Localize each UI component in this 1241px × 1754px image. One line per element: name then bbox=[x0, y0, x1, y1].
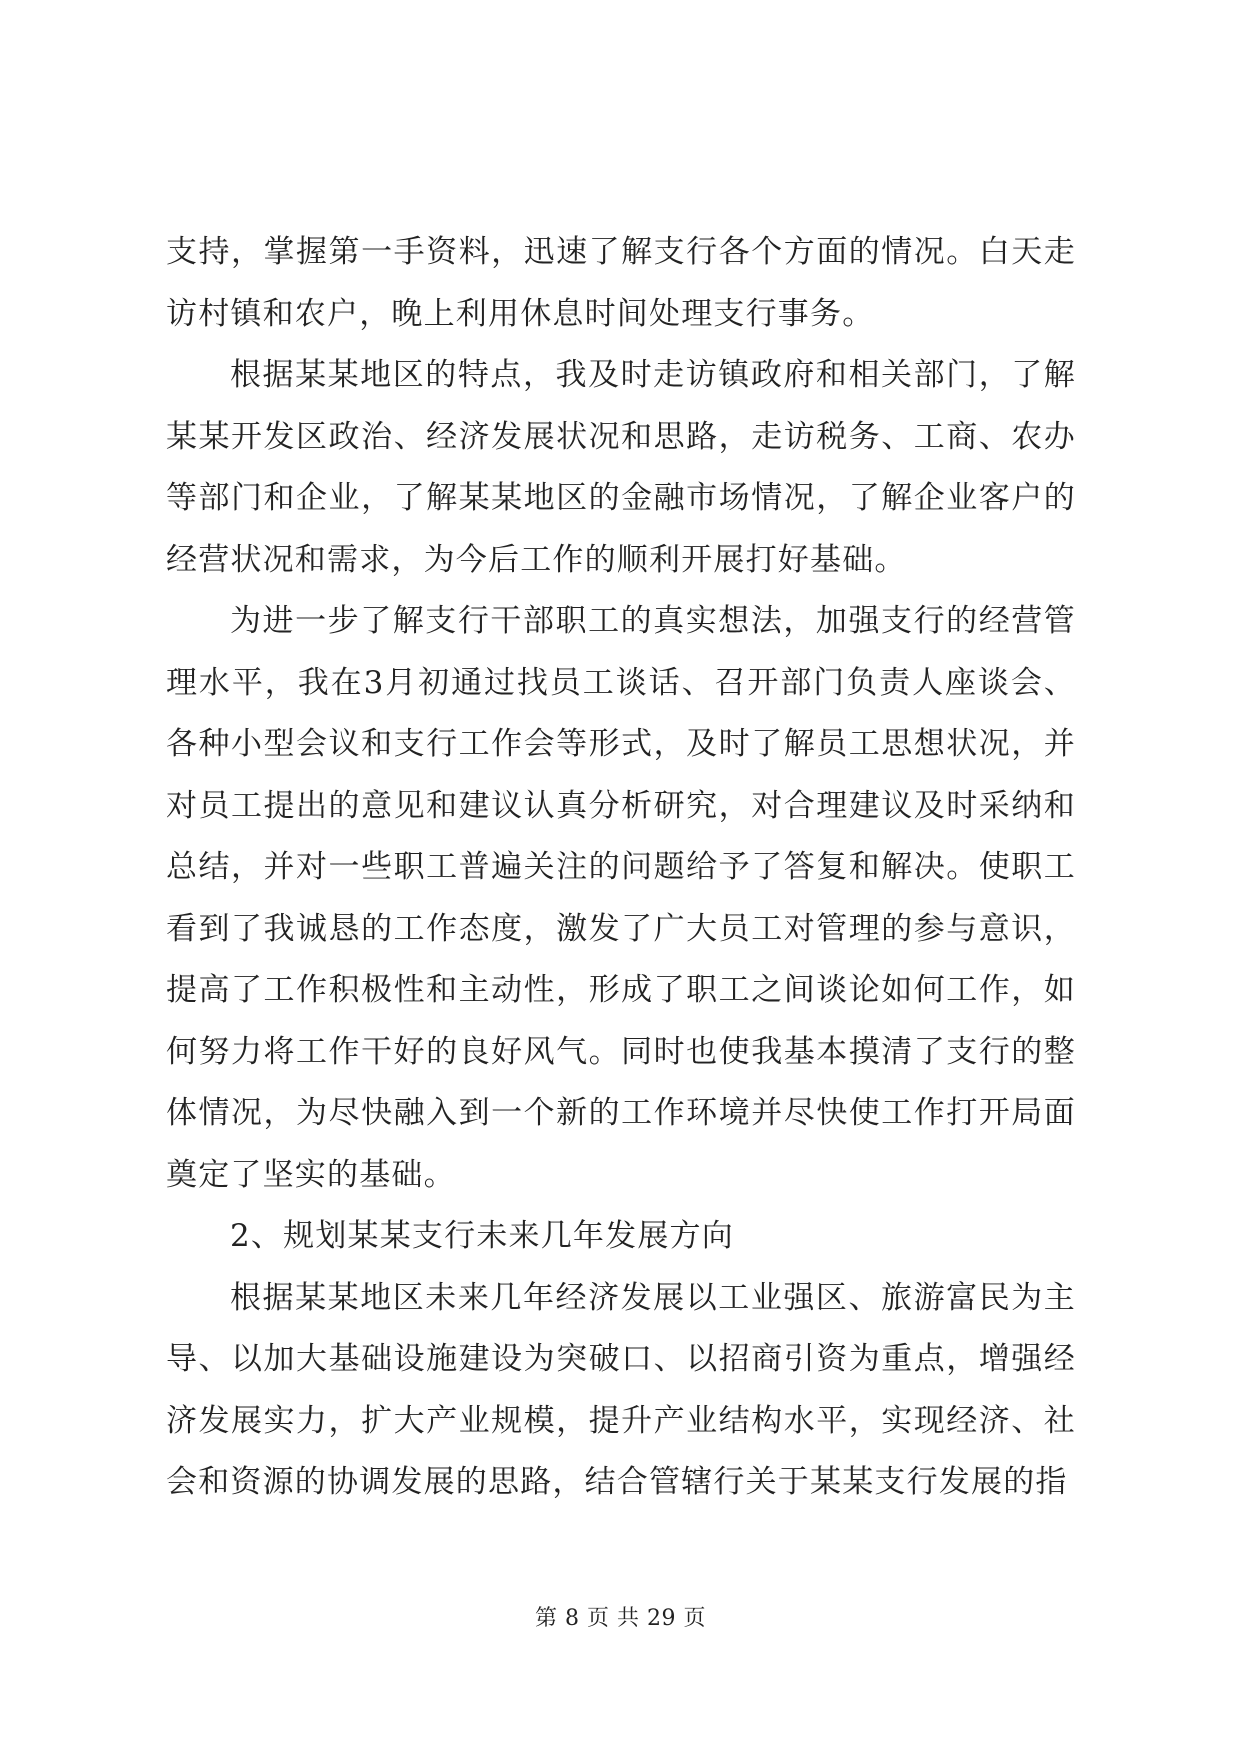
section-heading-development-plan: 2、规划某某支行未来几年发展方向 bbox=[230, 1218, 734, 1254]
paragraph-staff-understanding: 为进一步了解支行干部职工的真实想法，加强支行的经营管理水平，我在3月初通过找员工谈话、召开部门负责人座谈会、各种小型会议和支行工作会等形式，及时了解员工思想状况，并对员工提出的意见和建议认真分析研究，对合理建议及时采纳和总结，并对一些职工普遍关注的问题给予了答复和解决。使职工看到了我诚恳的工作态度，激发了广大员工对管理的参与意识，提高了工作积极性和主动性，形成了职工之间谈论如何工作，如何努力将工作干好的良好风气。同时也使我基本摸清了支行的整体情况，为尽快融入到一个新的工作环境并尽快使工作打开局面奠定了坚实的基础。 bbox=[166, 603, 1076, 1193]
paragraph-continuation: 支持，掌握第一手资料，迅速了解支行各个方面的情况。白天走访村镇和农户，晚上利用休息时间处理支行事务。 bbox=[166, 234, 1076, 332]
paragraph-visit-government: 根据某某地区的特点，我及时走访镇政府和相关部门，了解某某开发区政治、经济发展状况和思路，走访税务、工商、农办等部门和企业，了解某某地区的金融市场情况，了解企业客户的经营状况和需求，为今后工作的顺利开展打好基础。 bbox=[166, 357, 1076, 578]
page-number-footer: 第 8 页 共 29 页 bbox=[535, 1606, 706, 1631]
paragraph-development-direction: 根据某某地区未来几年经济发展以工业强区、旅游富民为主导、以加大基础设施建设为突破口、以招商引资为重点，增强经济发展实力，扩大产业规模，提升产业结构水平，实现经济、社会和资源的协调发展的思路，结合管辖行关于某某支行发展的指 bbox=[166, 1279, 1076, 1500]
document-body bbox=[166, 222, 1076, 1514]
